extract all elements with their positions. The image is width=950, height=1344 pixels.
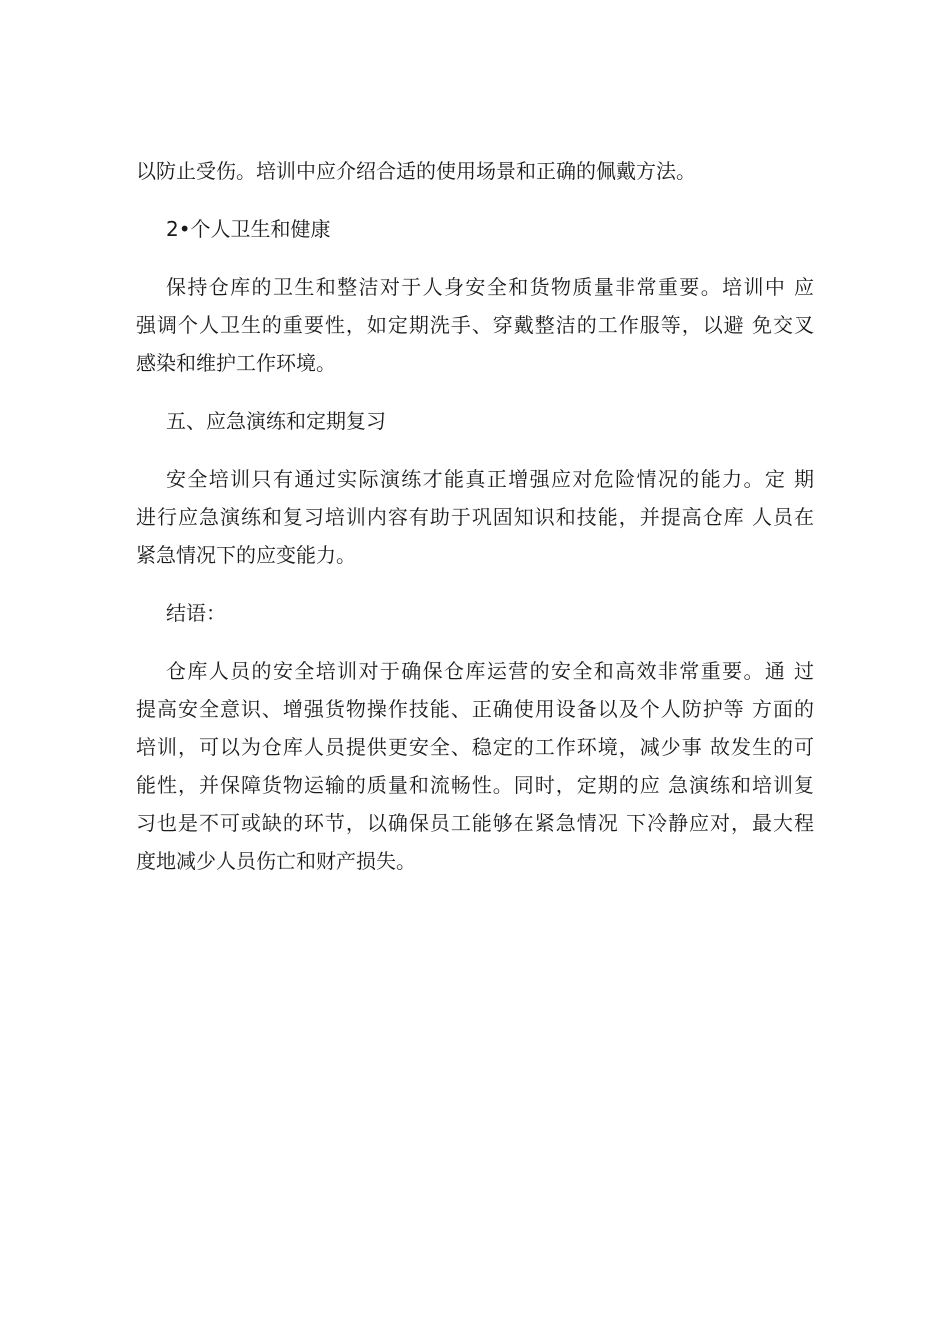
paragraph-line: 仓库人员的安全培训对于确保仓库运营的安全和高效非常重要。通 过 — [166, 659, 814, 683]
paragraph-line: 提高安全意识、增强货物操作技能、正确使用设备以及个人防护等 方面的 — [136, 697, 814, 721]
paragraph-line: 进行应急演练和复习培训内容有助于巩固知识和技能，并提高仓库 人员在 — [136, 505, 814, 529]
paragraph-line: 感染和维护工作环境。 — [136, 351, 336, 375]
paragraph-line: 保持仓库的卫生和整洁对于人身安全和货物质量非常重要。培训中 应 — [166, 275, 814, 299]
paragraph-personal-hygiene — [136, 268, 814, 382]
document-body — [136, 152, 814, 880]
paragraph-emergency-drill — [136, 460, 814, 574]
continued-paragraph-line: 以防止受伤。培训中应介绍合适的使用场景和正确的佩戴方法。 — [136, 159, 696, 183]
paragraph-line: 能性，并保障货物运输的质量和流畅性。同时，定期的应 急演练和培训复 — [136, 773, 814, 797]
paragraph-line: 强调个人卫生的重要性，如定期洗手、穿戴整洁的工作服等，以避 免交叉 — [136, 313, 814, 337]
paragraph-line: 度地减少人员伤亡和财产损失。 — [136, 849, 416, 873]
paragraph-conclusion — [136, 652, 814, 880]
paragraph-line: 安全培训只有通过实际演练才能真正增强应对危险情况的能力。定 期 — [166, 467, 814, 491]
section-heading-emergency-drill: 五、应急演练和定期复习 — [166, 409, 386, 433]
section-heading-personal-hygiene: 2•个人卫生和健康 — [166, 217, 331, 241]
paragraph-line: 习也是不可或缺的环节，以确保员工能够在紧急情况 下冷静应对，最大程 — [136, 811, 814, 835]
section-heading-conclusion: 结语： — [166, 601, 226, 625]
paragraph-line: 培训，可以为仓库人员提供更安全、稳定的工作环境，减少事 故发生的可 — [136, 735, 814, 759]
paragraph-line: 紧急情况下的应变能力。 — [136, 543, 356, 567]
